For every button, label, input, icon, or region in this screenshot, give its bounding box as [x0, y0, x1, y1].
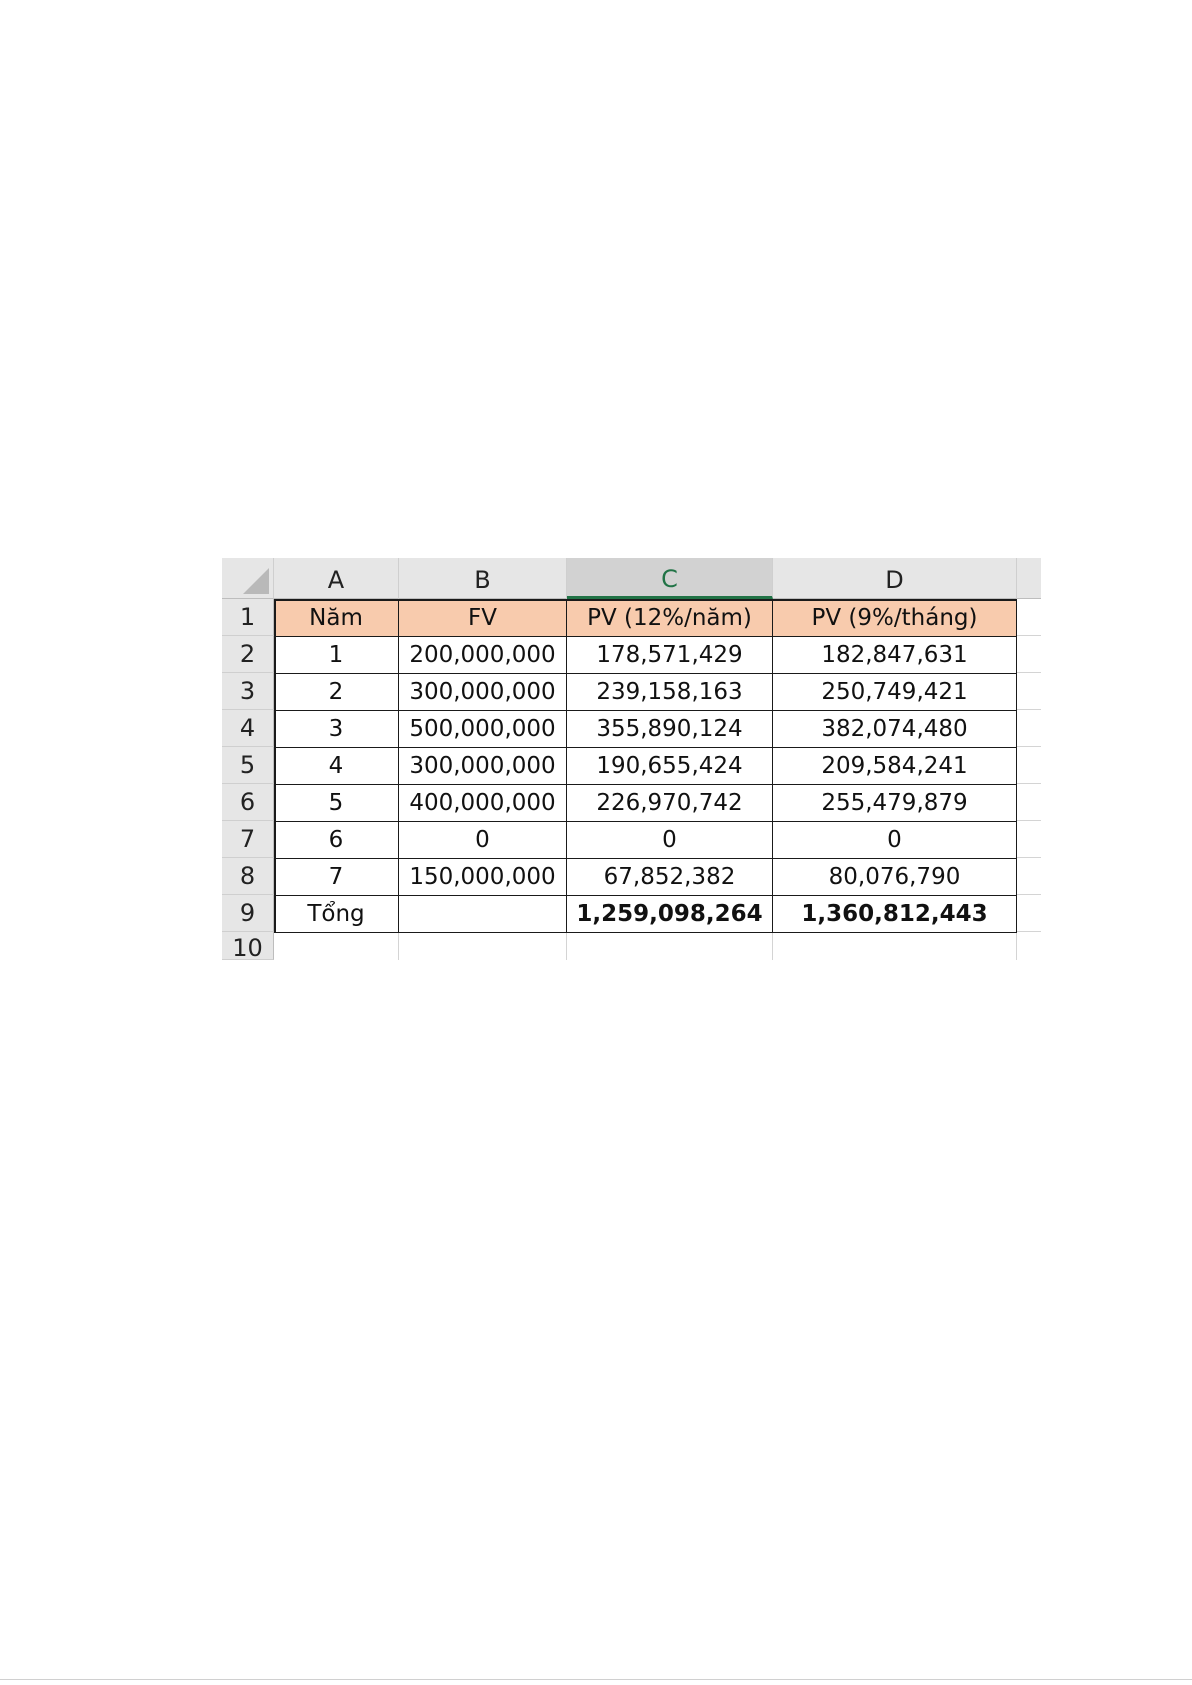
cell-b10[interactable]: [399, 933, 567, 960]
select-all-icon: [243, 568, 269, 594]
cell-e10[interactable]: [1017, 933, 1041, 960]
table-left-border: [274, 599, 276, 932]
cell-b8[interactable]: 150,000,000: [399, 858, 567, 896]
column-header-b[interactable]: B: [399, 558, 567, 599]
cell-b5[interactable]: 300,000,000: [399, 747, 567, 785]
cell-d10[interactable]: [773, 933, 1017, 960]
cell-b9[interactable]: [399, 895, 567, 933]
cell-d7[interactable]: 0: [773, 821, 1017, 859]
table-top-border: [274, 599, 1017, 601]
row-header-10[interactable]: 10: [222, 932, 274, 960]
cell-c7[interactable]: 0: [567, 821, 773, 859]
cell-a2[interactable]: 1: [274, 636, 399, 674]
spreadsheet-grid: [222, 558, 1041, 960]
cell-b6[interactable]: 400,000,000: [399, 784, 567, 822]
column-header-d[interactable]: D: [773, 558, 1017, 599]
cell-e1[interactable]: [1017, 599, 1041, 636]
cell-c5[interactable]: 190,655,424: [567, 747, 773, 785]
cell-e8[interactable]: [1017, 858, 1041, 895]
column-header-e-partial[interactable]: [1017, 558, 1041, 599]
cell-c9[interactable]: 1,259,098,264: [567, 895, 773, 933]
cell-d9[interactable]: 1,360,812,443: [773, 895, 1017, 933]
cell-b1[interactable]: FV: [399, 599, 567, 637]
cell-d3[interactable]: 250,749,421: [773, 673, 1017, 711]
cell-c10[interactable]: [567, 933, 773, 960]
cell-a1[interactable]: Năm: [274, 599, 399, 637]
cell-e9[interactable]: [1017, 895, 1041, 932]
cell-d6[interactable]: 255,479,879: [773, 784, 1017, 822]
cell-a10[interactable]: [274, 933, 399, 960]
cell-d5[interactable]: 209,584,241: [773, 747, 1017, 785]
cell-e6[interactable]: [1017, 784, 1041, 821]
row-header-8[interactable]: 8: [222, 858, 274, 895]
column-header-c[interactable]: C: [567, 558, 773, 599]
cell-d2[interactable]: 182,847,631: [773, 636, 1017, 674]
cell-e2[interactable]: [1017, 636, 1041, 673]
cell-e3[interactable]: [1017, 673, 1041, 710]
row-header-3[interactable]: 3: [222, 673, 274, 710]
cell-b2[interactable]: 200,000,000: [399, 636, 567, 674]
row-header-7[interactable]: 7: [222, 821, 274, 858]
cell-d4[interactable]: 382,074,480: [773, 710, 1017, 748]
cell-a5[interactable]: 4: [274, 747, 399, 785]
cell-c1[interactable]: PV (12%/năm): [567, 599, 773, 637]
cell-d8[interactable]: 80,076,790: [773, 858, 1017, 896]
cell-e4[interactable]: [1017, 710, 1041, 747]
cell-b3[interactable]: 300,000,000: [399, 673, 567, 711]
row-header-6[interactable]: 6: [222, 784, 274, 821]
cell-a3[interactable]: 2: [274, 673, 399, 711]
cell-a6[interactable]: 5: [274, 784, 399, 822]
cell-e7[interactable]: [1017, 821, 1041, 858]
cell-a9[interactable]: Tổng: [274, 895, 399, 933]
cell-a7[interactable]: 6: [274, 821, 399, 859]
select-all-corner[interactable]: [222, 558, 274, 599]
cell-c4[interactable]: 355,890,124: [567, 710, 773, 748]
cell-a8[interactable]: 7: [274, 858, 399, 896]
column-header-a[interactable]: A: [274, 558, 399, 599]
cell-b7[interactable]: 0: [399, 821, 567, 859]
cell-c6[interactable]: 226,970,742: [567, 784, 773, 822]
cell-e5[interactable]: [1017, 747, 1041, 784]
cell-c8[interactable]: 67,852,382: [567, 858, 773, 896]
cell-c3[interactable]: 239,158,163: [567, 673, 773, 711]
cell-a4[interactable]: 3: [274, 710, 399, 748]
row-header-2[interactable]: 2: [222, 636, 274, 673]
cell-c2[interactable]: 178,571,429: [567, 636, 773, 674]
page-bottom-rule: [0, 1679, 1192, 1680]
cell-d1[interactable]: PV (9%/tháng): [773, 599, 1017, 637]
row-header-1[interactable]: 1: [222, 599, 274, 636]
cell-b4[interactable]: 500,000,000: [399, 710, 567, 748]
row-header-4[interactable]: 4: [222, 710, 274, 747]
row-header-5[interactable]: 5: [222, 747, 274, 784]
row-header-9[interactable]: 9: [222, 895, 274, 932]
